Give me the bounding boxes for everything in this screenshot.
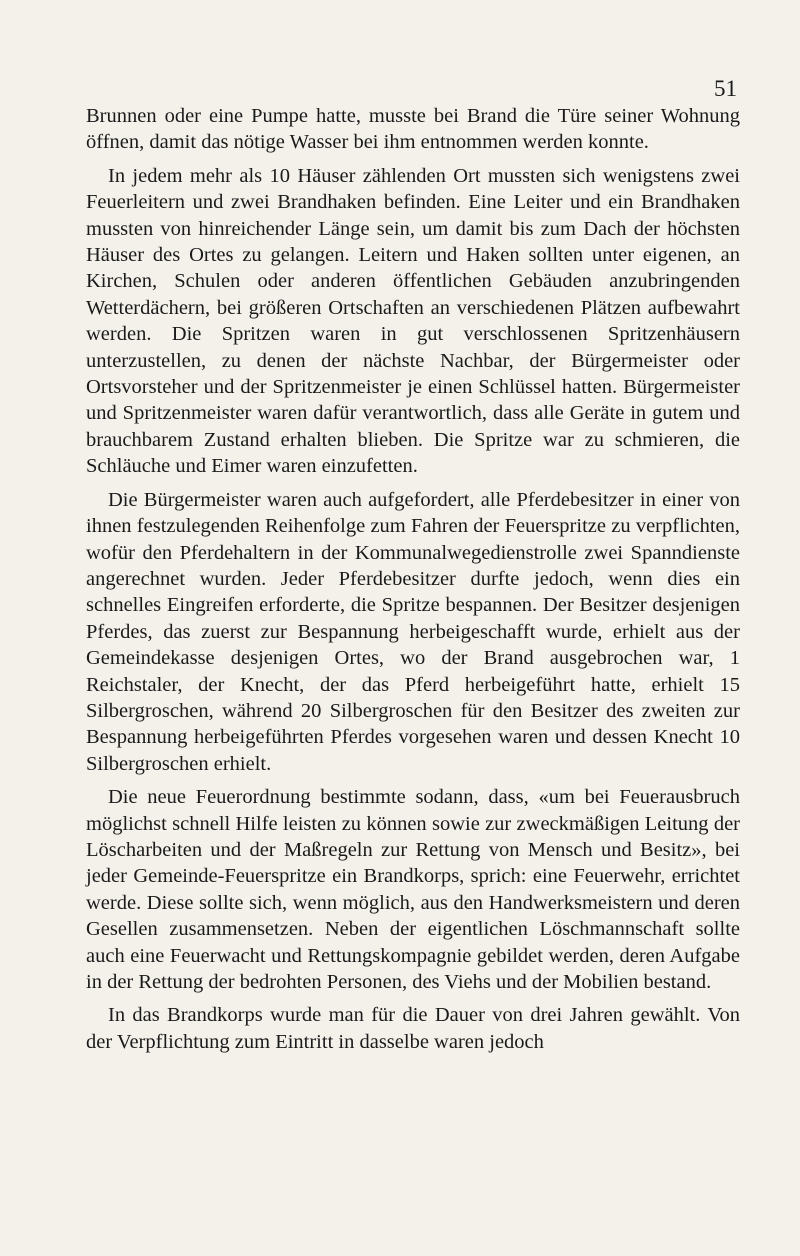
paragraph-3: Die Bürgermeister waren auch aufgefordert, alle Pferdebesitzer in einer von ihnen festzulegenden Reihenfolge zum Fahren der Feuerspritze zu verpflichten, wofür den Pferdehaltern in der Kommunalwegedienstrolle zwei Spanndienste angerechnet wurden. Jeder Pferdebesitzer durfte jedoch, wenn dies ein schnelles Eingreifen erforderte, die Spritze bespannen. Der Besitzer desjenigen Pferdes, das zuerst zur Bespannung herbeigeschafft wurde, erhielt aus der Gemeindekasse desjenigen Ortes, wo der Brand ausgebrochen war, 1 Reichstaler, der Knecht, der das Pferd herbeigeführt hatte, erhielt 15 Silbergroschen, während 20 Silbergroschen für den Besitzer des zweiten zur Bespannung herbeigeführten Pferdes vorgesehen waren und dessen Knecht 10 Silbergroschen erhielt. — [86, 488, 740, 775]
paragraph-4: Die neue Feuerordnung bestimmte sodann, dass, «um bei Feuerausbruch möglichst schnell Hilfe leisten zu können sowie zur zweckmäßigen Leitung der Löscharbeiten und der Maßregeln zur Rettung von Mensch und Besitz», bei jeder Gemeinde-Feuerspritze ein Brandkorps, sprich: eine Feuerwehr, errichtet werde. Diese sollte sich, wenn möglich, aus den Handwerksmeistern und deren Gesellen zusammensetzen. Neben der eigentlichen Löschmannschaft sollte auch eine Feuerwacht und Rettungskompagnie gebildet werden, deren Aufgabe in der Rettung der bedrohten Personen, des Viehs und der Mobilien bestand. — [86, 786, 740, 993]
paragraph-1: Brunnen oder eine Pumpe hatte, musste bei Brand die Türe seiner Wohnung öffnen, damit das nötige Wasser bei ihm entnommen werden konnte. — [86, 105, 740, 154]
paragraph-5: In das Brandkorps wurde man für die Dauer von drei Jahren gewählt. Von der Verpflichtung zum Eintritt in dasselbe waren jedoch — [86, 1004, 740, 1053]
body-text — [86, 103, 740, 1062]
paragraph-2: In jedem mehr als 10 Häuser zählenden Ort mussten sich wenigstens zwei Feuerleitern und zwei Brandhaken befinden. Eine Leiter und ein Brandhaken mussten von hinreichender Länge sein, um damit bis zum Dach der höchsten Häuser des Ortes zu gelangen. Leitern und Haken sollten unter eigenen, an Kirchen, Schulen oder anderen öffentlichen Gebäuden anzubringenden Wetterdächern, bei größeren Ortschaften an verschiedenen Plätzen aufbewahrt werden. Die Spritzen waren in gut verschlossenen Spritzenhäusern unterzustellen, zu denen der nächste Nachbar, der Bürgermeister oder Ortsvorsteher und der Spritzenmeister je einen Schlüssel hatten. Bürgermeister und Spritzenmeister waren dafür verantwortlich, dass alle Geräte in gutem und brauchbarem Zustand erhalten blieben. Die Spritze war zu schmieren, die Schläuche und Eimer waren einzufetten. — [86, 164, 740, 478]
page-number: 51 — [714, 76, 737, 101]
